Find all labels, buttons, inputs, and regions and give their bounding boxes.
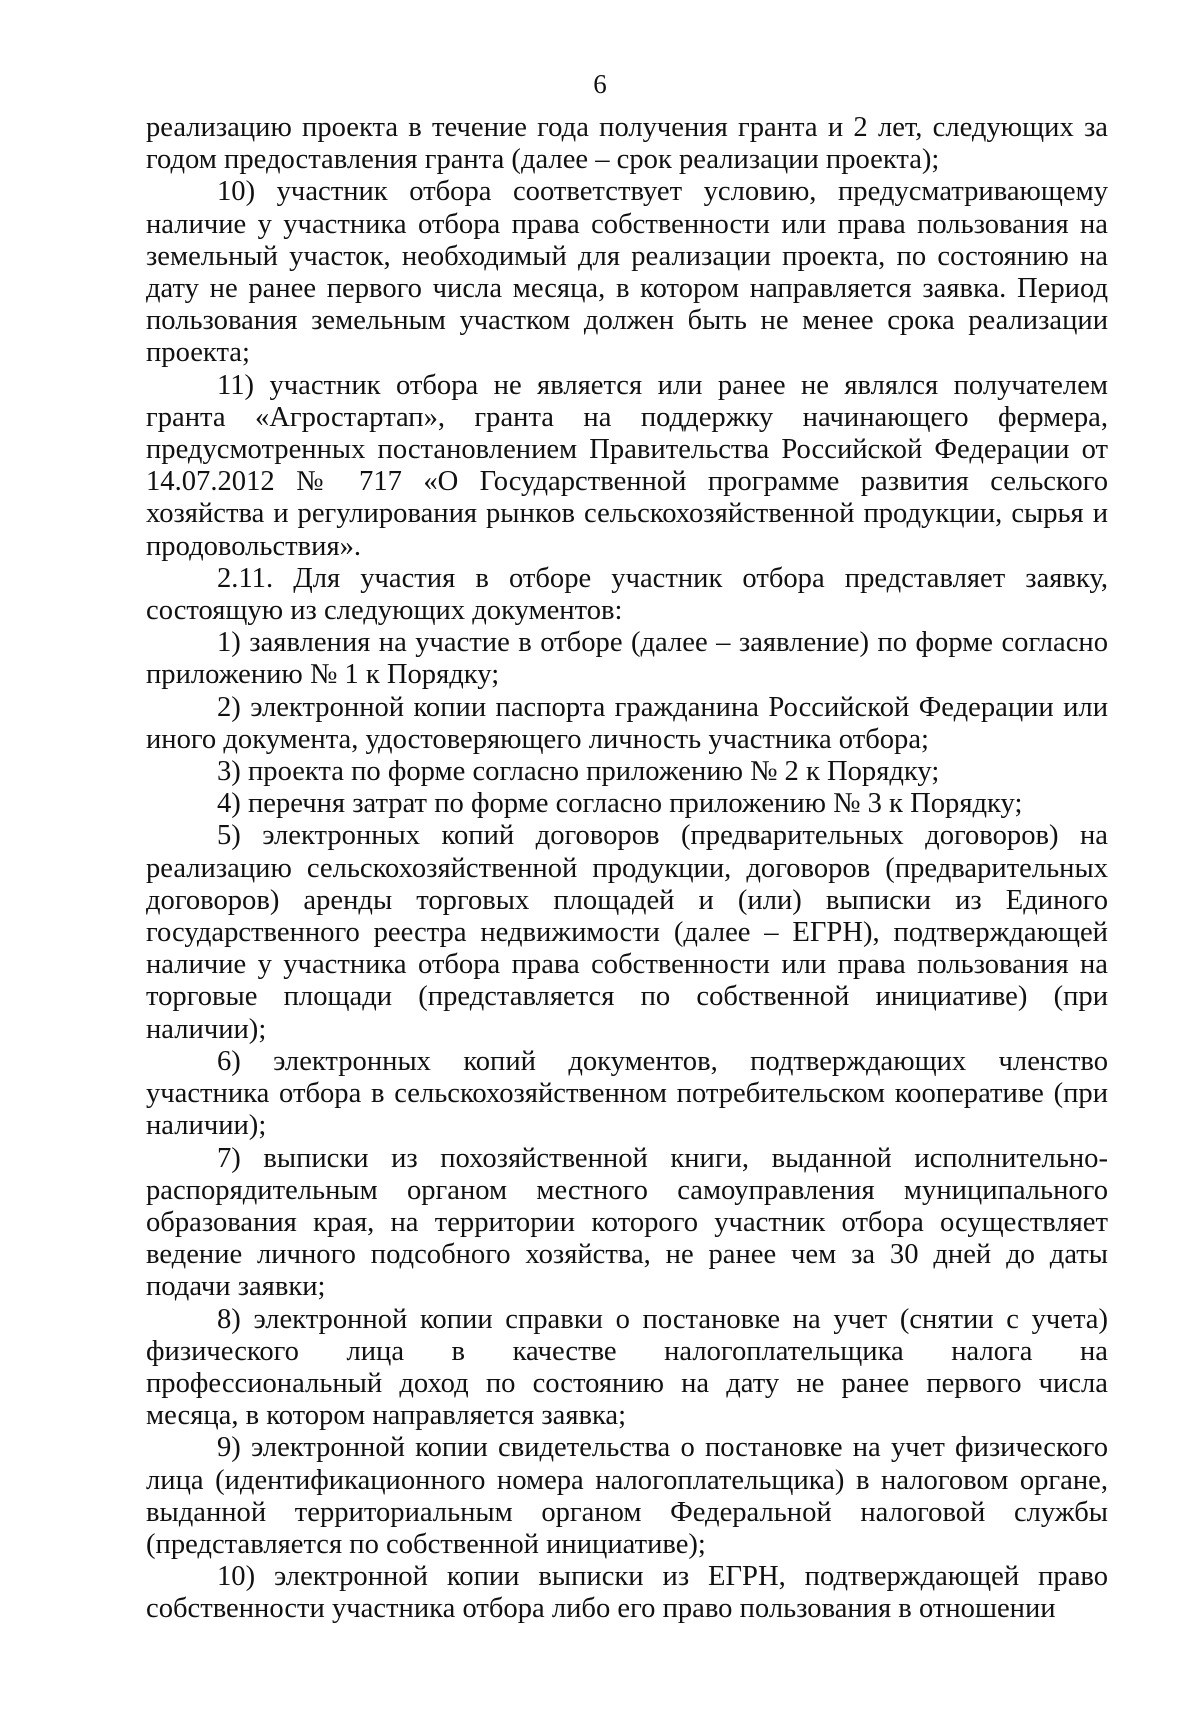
paragraph-doc-6: 6) электронных копий документов, подтверждающих членство участника отбора в сельскохозяйственном потребительском кооперативе (при наличии);	[146, 1045, 1108, 1142]
paragraph-item-11-grant: 11) участник отбора не является или ранее не являлся получателем гранта «Агростартап», гранта на поддержку начинающего фермера, предусмотренных постановлением Правительства Российской Федерации от 14.07.2012 № 717 «О Государственной программе развития сельского хозяйства и регулирования рынков сельскохозяйственной продукции, сырья и продовольствия».	[146, 369, 1108, 562]
paragraph-item-10-land: 10) участник отбора соответствует условию, предусматривающему наличие у участника отбора права собственности или права пользования на земельный участок, необходимый для реализации проекта, по состоянию на дату не ранее первого числа месяца, в котором направляется заявка. Период пользования земельным участком должен быть не менее срока реализации проекта;	[146, 176, 1108, 369]
paragraph-doc-9: 9) электронной копии свидетельства о постановке на учет физического лица (идентификационного номера налогоплательщика) в налоговом органе, выданной территориальным органом Федеральной налоговой службы (представляется по собственной инициативе);	[146, 1432, 1108, 1560]
document-body	[146, 112, 1108, 1626]
paragraph-doc-8: 8) электронной копии справки о постановке на учет (снятии с учета) физического лица в качестве налогоплательщика налога на профессиональный доход по состоянию на дату не ранее первого числа месяца, в котором направляется заявка;	[146, 1303, 1108, 1432]
paragraph-doc-3: 3) проекта по форме согласно приложению № 2 к Порядку;	[217, 756, 940, 788]
paragraph-section-2-11: 2.11. Для участия в отборе участник отбора представляет заявку, состоящую из следующих документов:	[146, 562, 1108, 627]
paragraph-doc-4: 4) перечня затрат по форме согласно приложению № 3 к Порядку;	[217, 788, 1023, 820]
paragraph-doc-2: 2) электронной копии паспорта гражданина Российской Федерации или иного документа, удостоверяющего личность участника отбора;	[146, 691, 1108, 755]
paragraph-doc-10: 10) электронной копии выписки из ЕГРН, подтверждающей право собственности участника отбора либо его право пользования в отношении	[146, 1561, 1108, 1625]
paragraph-doc-5: 5) электронных копий договоров (предварительных договоров) на реализацию сельскохозяйственной продукции, договоров (предварительных договоров) аренды торговых площадей и (или) выписки из Единого государственного реестра недвижимости (далее – ЕГРН), подтверждающей наличие у участника отбора права собственности или права пользования на торговые площади (представляется по собственной инициативе) (при наличии);	[146, 820, 1108, 1045]
paragraph-doc-1: 1) заявления на участие в отборе (далее – заявление) по форме согласно приложению № 1 к Порядку;	[146, 627, 1108, 691]
paragraph-doc-7: 7) выписки из похозяйственной книги, выданной исполнительно-распорядительным органом местного самоуправления муниципального образования края, на территории которого участник отбора осуществляет ведение личного подсобного хозяйства, не ранее чем за 30 дней до даты подачи заявки;	[146, 1142, 1108, 1303]
paragraph-continuation: реализацию проекта в течение года получения гранта и 2 лет, следующих за годом предоставления гранта (далее – срок реализации проекта);	[146, 112, 1108, 176]
page-number: 6	[593, 69, 607, 99]
